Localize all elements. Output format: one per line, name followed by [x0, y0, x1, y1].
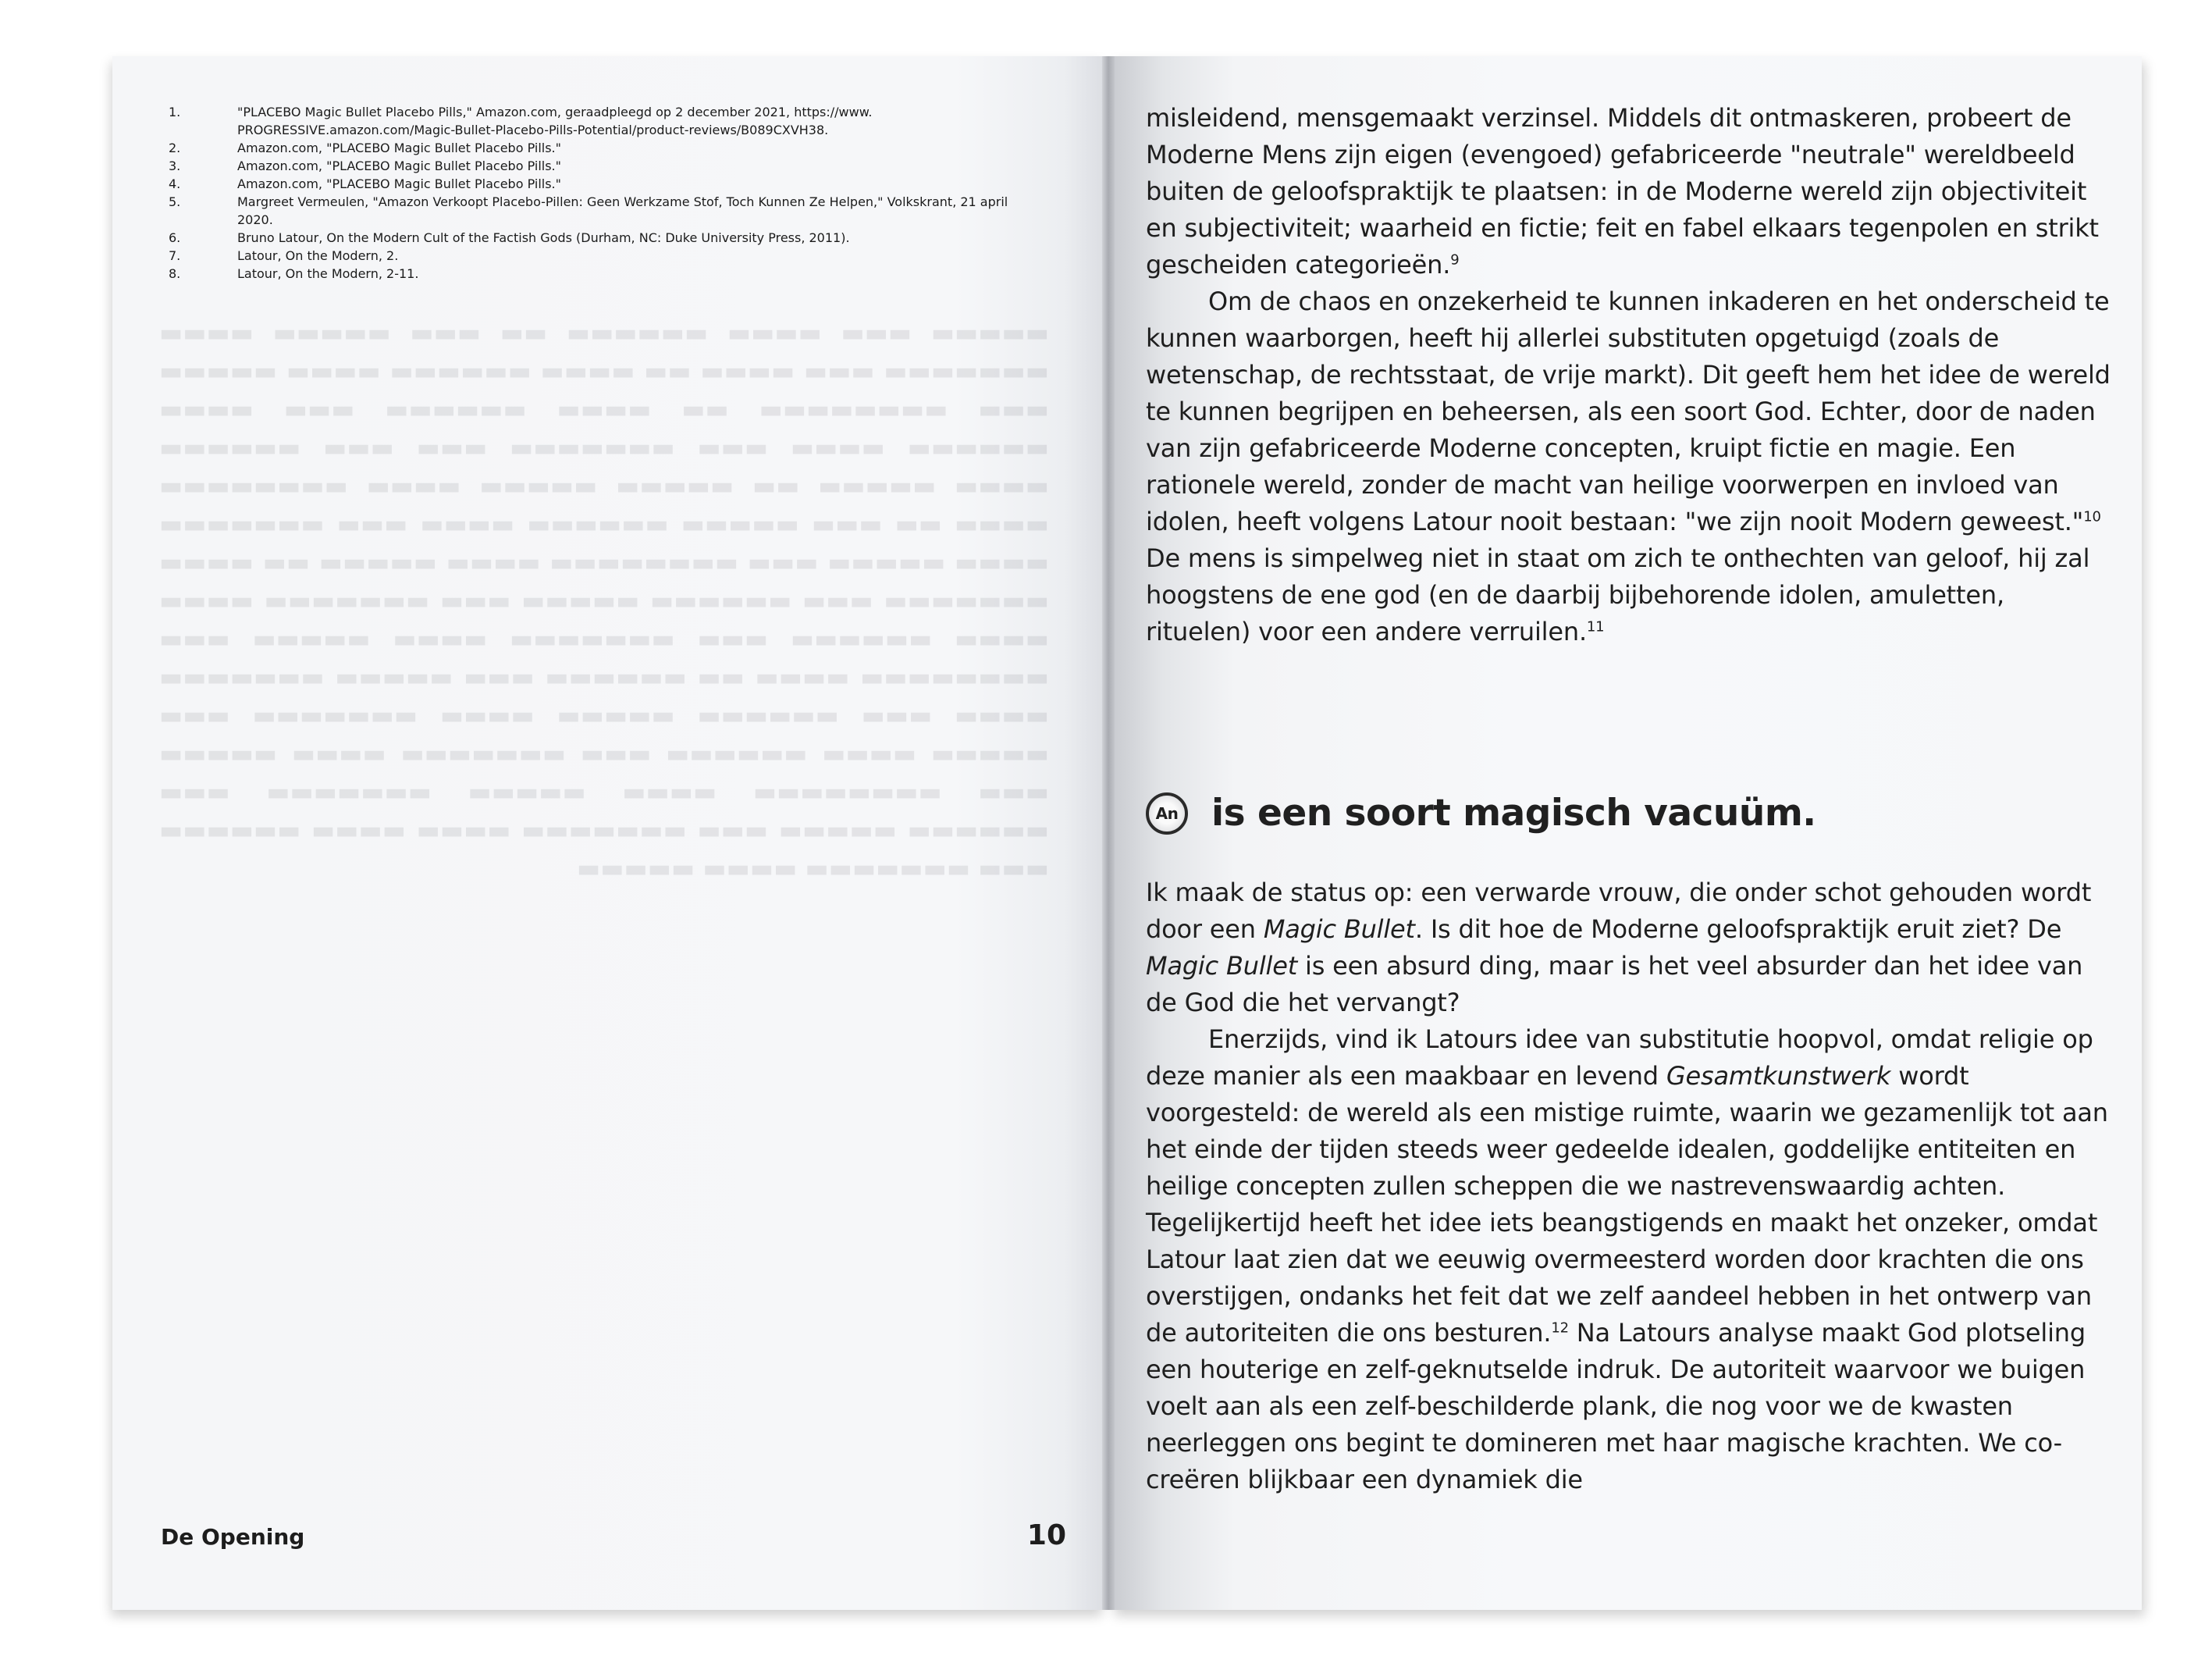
footnote-number: 3. [169, 158, 181, 173]
section-heading-text: is een soort magisch vacuüm. [1211, 792, 1816, 835]
emphasis: Gesamtkunstwerk [1666, 1061, 1891, 1091]
paragraph [1146, 1021, 2114, 1498]
footnote-ref: 9 [1450, 251, 1460, 269]
paragraph-text: misleidend, mensgemaakt verzinsel. Middels dit ontmaskeren, probeert de Moderne Mens zijn eigen (evengoed) gefabriceerde "neutrale" wereldbeeld buiten de geloofspraktijk te plaatsen: in de Moderne wereld zijn objectiviteit en subjectiviteit; waarheid en fictie; feit en fabel elkaars tegenpolen en strikt gescheiden categorieën. [1146, 103, 2099, 280]
show-through-text: ▬▬▬▬▬ ▬▬▬ ▬▬▬▬ ▬▬▬▬▬▬ ▬▬ ▬▬▬ ▬▬▬▬▬ ▬▬▬▬ ▬▬▬▬▬▬▬ ▬▬▬ ▬▬▬▬ ▬▬ ▬▬▬▬ ▬▬▬▬▬▬ ▬▬▬▬ ▬▬▬▬▬ ▬▬▬ ▬▬▬▬▬▬▬▬ ▬▬ ▬▬▬▬ ▬▬▬▬▬▬ ▬▬▬ ▬▬▬▬ ▬▬▬▬▬▬ ▬▬▬▬ ▬▬▬ ▬▬▬▬▬▬▬ ▬▬▬ ▬▬▬ ▬▬▬▬▬▬ ▬▬▬▬ ▬▬▬▬▬ ▬▬ ▬▬▬▬▬ ▬▬▬▬▬ ▬▬▬▬ ▬▬▬▬▬▬▬▬ ▬▬▬▬ ▬▬ ▬▬▬ ▬▬▬▬▬ ▬▬▬▬▬▬ ▬▬▬▬ ▬▬▬ ▬▬▬▬▬▬▬ ▬▬▬▬ ▬▬▬▬▬ ▬▬▬ ▬▬▬▬▬▬▬▬ ▬▬▬▬ ▬▬▬▬▬ ▬▬ ▬▬▬▬ ▬▬▬▬▬▬▬ ▬▬▬ ▬▬▬▬▬▬ ▬▬▬▬▬ ▬▬▬ ▬▬▬▬▬▬▬ ▬▬▬▬ ▬▬▬▬ ▬▬▬▬▬▬ ▬▬▬ ▬▬▬▬▬▬▬ ▬▬▬▬ ▬▬▬▬▬ ▬▬▬ ▬▬▬▬▬▬▬▬ ▬▬▬▬ ▬▬ ▬▬▬▬▬▬ ▬▬▬ ▬▬▬▬▬ ▬▬▬▬▬▬▬ ▬▬▬▬ ▬▬▬ ▬▬▬▬▬▬ ▬▬▬▬▬ ▬▬▬▬ ▬▬▬▬▬▬▬ ▬▬▬ ▬▬▬▬▬ ▬▬▬▬ ▬▬▬▬▬▬ ▬▬▬ ▬▬▬▬▬▬▬ ▬▬▬▬ ▬▬▬▬▬ ▬▬▬ ▬▬▬▬▬▬▬▬ ▬▬▬▬ ▬▬▬▬▬ ▬▬▬▬▬▬▬ ▬▬▬ ▬▬▬▬▬▬ ▬▬▬▬▬ ▬▬▬ ▬▬▬▬▬▬▬ ▬▬▬▬ ▬▬▬▬ ▬▬▬▬▬▬ ▬▬▬ ▬▬▬▬▬▬▬ ▬▬▬▬ ▬▬▬▬▬ [159, 318, 1049, 883]
footnote [169, 265, 1043, 283]
emphasis: Magic Bullet [1263, 914, 1415, 944]
footnote-text: Amazon.com, "PLACEBO Magic Bullet Placebo Pills." [237, 141, 561, 155]
footnote-number: 2. [169, 141, 181, 155]
paragraph [1146, 100, 2114, 283]
paragraph-text: Na Latours analyse maakt God plotseling een houterige en zelf-geknutselde indruk. De autoriteit waarvoor we buigen voelt aan als een zelf-beschilderde plank, die nog voor we de kwasten neerleggen ons begint te domineren met haar magische krachten. We co-creëren blijkbaar een dynamiek die [1146, 1318, 2086, 1494]
footnote-number: 1. [169, 105, 181, 119]
footnote [169, 157, 1043, 175]
paragraph-text: wordt voorgesteld: de wereld als een mistige ruimte, waarin we gezamenlijk tot aan het einde der tijden steeds weer gedeelde idealen, goddelijke entiteiten en heilige concepten zullen scheppen die we nastrevenswaardig achten. Tegelijkertijd heeft het idee iets beangstigends en maakt het onzeker, omdat Latour laat zien dat we eeuwig overmeesterd worden door krachten die ons overstijgen, ondanks het feit dat we zelf aandeel hebben in het ontwerp van de autoriteiten die ons besturen. [1146, 1061, 2108, 1348]
footnote-text: Margreet Vermeulen, "Amazon Verkoopt Placebo-Pillen: Geen Werkzame Stof, Toch Kunnen Ze Helpen," Volkskrant, 21 april 2020. [237, 194, 1008, 227]
footnote-number: 4. [169, 176, 181, 191]
footnote [169, 229, 1043, 247]
footnote-text: Latour, On the Modern, 2-11. [237, 266, 419, 281]
paragraph [1146, 874, 2114, 1021]
footnote-ref: 12 [1551, 1319, 1569, 1337]
paragraph-text: De mens is simpelweg niet in staat om zich te onthechten van geloof, hij zal hoogstens de ene god (en de daarbij bijbehorende idolen, amuletten, rituelen) voor een andere verruilen. [1146, 543, 2090, 646]
footnote-text: Amazon.com, "PLACEBO Magic Bullet Placebo Pills." [237, 158, 561, 173]
footnote [169, 103, 1043, 139]
paragraph-text: is een absurd ding, maar is het veel absurder dan het idee van de God die het vervangt? [1146, 951, 2083, 1017]
left-page [112, 56, 1104, 1610]
paragraph-text: Enerzijds, vind ik Latours idee van substitutie hoopvol, omdat religie op deze manier als een maakbaar en levend [1146, 1024, 2093, 1091]
footnote [169, 193, 1043, 229]
footnote-number: 8. [169, 266, 181, 281]
footnote-text: Amazon.com, "PLACEBO Magic Bullet Placebo Pills." [237, 176, 561, 191]
circle-label-icon: An [1146, 792, 1188, 835]
footnote-ref: 10 [2083, 508, 2101, 525]
body-text-upper [1146, 100, 2114, 650]
paragraph-text: Om de chaos en onzekerheid te kunnen inkaderen en het onderscheid te kunnen waarborgen, heeft hij allerlei substituten opgetuigd (zoals de wetenschap, de rechtsstaat, de vrije markt). Dit geeft hem het idee de wereld te kunnen begrijpen en beheersen, als een soort God. Echter, door de naden van zijn gefabriceerde Moderne concepten, kruipt fictie en magie. Een rationele wereld, zonder de macht van heilige voorwerpen en invloed van idolen, heeft volgens Latour nooit bestaan: "we zijn nooit Modern geweest." [1146, 287, 2111, 536]
footnote-number: 7. [169, 248, 181, 263]
paragraph [1146, 283, 2114, 650]
paragraph-text: Ik maak de status op: een verwarde vrouw, die onder schot gehouden wordt door een [1146, 878, 2092, 944]
section-heading [1146, 792, 2082, 835]
footnote [169, 139, 1043, 157]
emphasis: Magic Bullet [1146, 951, 1298, 981]
footnote-text: Latour, On the Modern, 2. [237, 248, 399, 263]
book-gutter [1102, 56, 1115, 1610]
footnote-number: 5. [169, 194, 181, 209]
footnote-text: Bruno Latour, On the Modern Cult of the Factish Gods (Durham, NC: Duke University Press, 2011). [237, 230, 850, 245]
footnote [169, 247, 1043, 265]
footnote [169, 175, 1043, 193]
footnote-ref: 11 [1586, 618, 1605, 636]
paragraph-text: . Is dit hoe de Moderne geloofspraktijk eruit ziet? De [1414, 914, 2062, 944]
footnote-number: 6. [169, 230, 181, 245]
body-text-lower [1146, 874, 2114, 1498]
page-number: 10 [1026, 1519, 1066, 1551]
running-footer-title: De Opening [161, 1524, 305, 1550]
footnotes [169, 103, 1043, 283]
footnote-text: "PLACEBO Magic Bullet Placebo Pills," Amazon.com, geraadpleegd op 2 december 2021, https://www. PROGRESSIVE.amazon.com/Magic-Bullet-Placebo-Pills-Potential/product-reviews/B089CXVH38. [237, 105, 873, 137]
